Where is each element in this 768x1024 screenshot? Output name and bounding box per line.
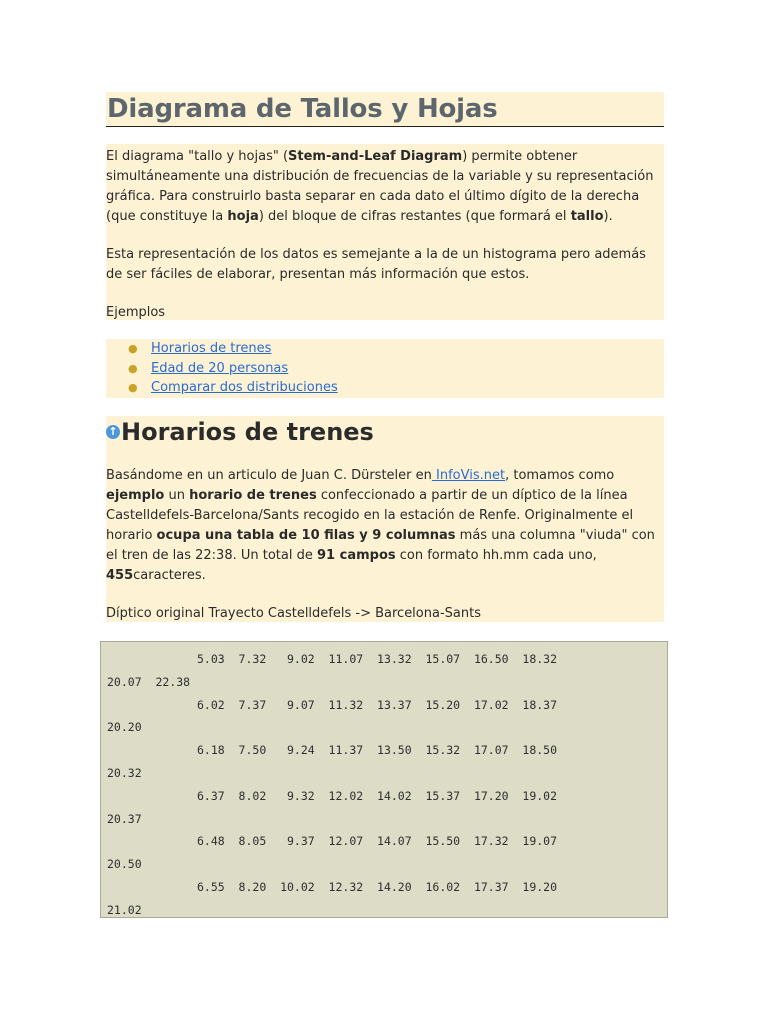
list-item <box>106 339 664 359</box>
section-heading-text: Horarios de trenes <box>121 418 374 446</box>
para-text: con formato hh.mm cada uno, <box>395 548 597 563</box>
trenes-paragraph <box>106 466 664 586</box>
examples-label: Ejemplos <box>106 305 166 320</box>
arrow-up-icon[interactable]: ↑ <box>106 425 120 439</box>
histogram-paragraph: Esta representación de los datos es semejante a la de un histograma pero además de ser fáciles de elaborar, presentan más información que estos. <box>106 247 646 282</box>
para-text: Basándome en un articulo de Juan C. Dürsteler en <box>106 468 432 483</box>
bullet-icon: ● <box>128 342 138 355</box>
intro-text: ) permite obtener simultáneamente una distribución de frecuencias de la variable y su representación gráfica. Para construirlo basta separar en cada dato el último dígito de la derecha (que constituye la <box>106 149 654 224</box>
stem-leaf-term: Stem-and-Leaf Diagram <box>288 149 463 164</box>
examples-list <box>106 339 664 398</box>
para-text: confeccionado a partir de un díptico de la línea Castelldefels-Barcelona/Sants recogido en la estación de Renfe. Originalmente el horario <box>106 488 634 543</box>
example-link-edad[interactable]: Edad de 20 personas <box>151 360 289 376</box>
para-text: caracteres. <box>133 568 206 583</box>
bold-text: 91 campos <box>317 548 396 563</box>
bold-text: horario de trenes <box>189 488 317 503</box>
page-title: Diagrama de Tallos y Hojas <box>107 94 498 124</box>
para-text: más una columna "viuda" con el tren de las 22:38. Un total de <box>106 528 655 563</box>
list-item <box>106 378 664 398</box>
hoja-term: hoja <box>227 209 259 224</box>
intro-text: ). <box>603 209 613 224</box>
para-text: un <box>164 488 190 503</box>
bold-text: ocupa una tabla de 10 filas y 9 columnas <box>156 528 456 543</box>
trenes-section <box>106 416 664 622</box>
diptico-caption: Díptico original Trayecto Castelldefels -> Barcelona-Sants <box>106 606 481 621</box>
example-link-comparar[interactable]: Comparar dos distribuciones <box>151 380 338 395</box>
intro-section <box>106 144 664 320</box>
schedule-table: 5.03 7.32 9.02 11.07 13.32 15.07 16.50 18.32 20.07 22.38 6.02 7.37 9.07 11.32 13.37 15.20 17.02 18.37 20.20 6.18 7.50 9.24 11.37 13.50 15.32 17.07 18.50 20.32 6.37 8.02 9.32 12.02 14.02 15.37 17.20 19.02 20.37 6.48 8.05 9.37 12.07 14.07 15.50 17.32 19.07 20.50 6.55 8.20 10.02 12.32 14.20 16.02 17.37 19.20 21.02 <box>107 652 558 917</box>
bullet-icon: ● <box>128 361 138 375</box>
para-text: , tomamos como <box>505 468 615 483</box>
bullet-icon: ● <box>128 381 138 394</box>
list-item <box>106 359 664 379</box>
example-link-horarios[interactable]: Horarios de trenes <box>151 341 272 356</box>
tallo-term: tallo <box>570 209 604 224</box>
bold-text: 455 <box>106 568 134 583</box>
title-block <box>106 92 664 127</box>
schedule-box <box>100 641 668 918</box>
section-heading <box>106 416 374 448</box>
bold-text: ejemplo <box>106 488 165 503</box>
intro-text: ) del bloque de cifras restantes (que formará el <box>258 209 571 224</box>
intro-text: El diagrama "tallo y hojas" ( <box>106 149 289 164</box>
infovis-link[interactable]: InfoVis.net <box>431 468 506 483</box>
intro-paragraph <box>106 147 664 227</box>
examples-list-block <box>106 339 664 398</box>
